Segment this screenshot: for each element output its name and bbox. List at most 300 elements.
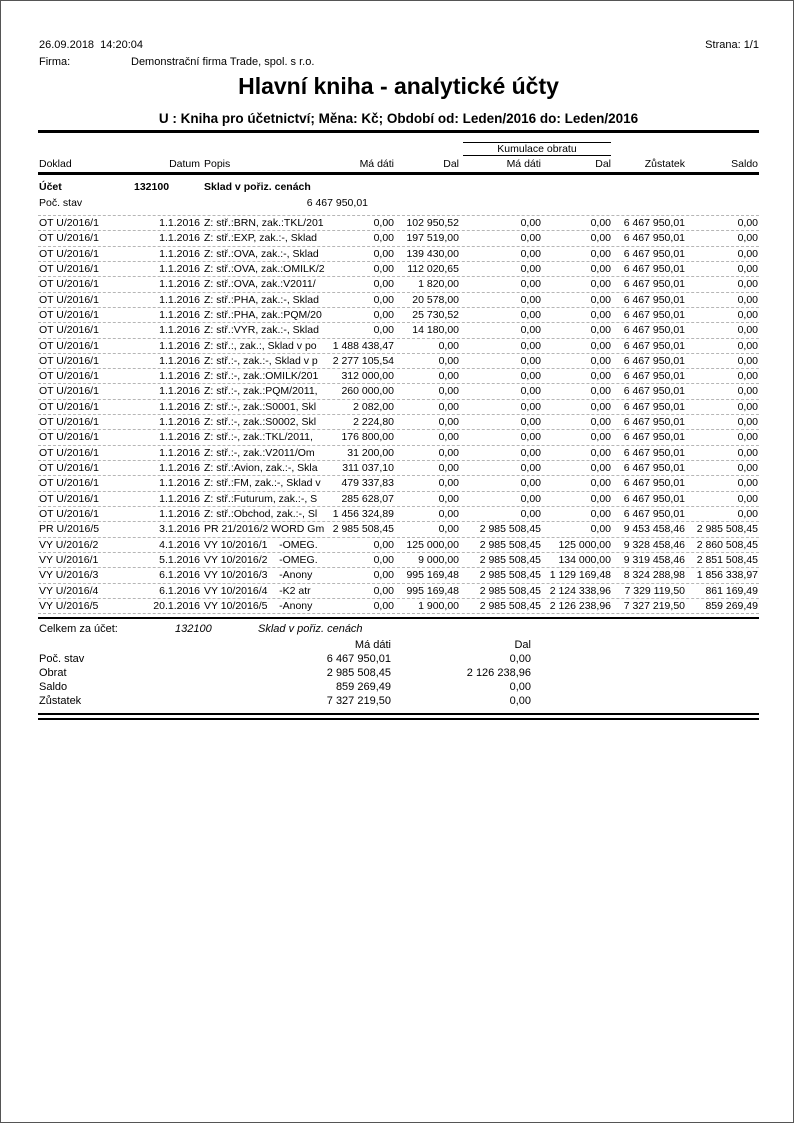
row-popis: VY 10/2016/2 -OMEG.	[204, 553, 318, 566]
row-dal: 20 578,00	[412, 293, 459, 306]
row-kum-dal: 0,00	[590, 232, 611, 245]
row-dal: 0,00	[438, 431, 459, 444]
ledger-row	[38, 293, 759, 308]
summary-row	[38, 681, 759, 695]
row-kum-dal: 0,00	[590, 354, 611, 367]
row-kum-ma-dati: 0,00	[520, 262, 541, 275]
row-ma-dati: 260 000,00	[341, 385, 394, 398]
row-popis: Z: stř.:-, zak.:TKL/2011,	[204, 431, 313, 444]
row-popis: Z: stř.:OVA, zak.:OMILK/2	[204, 262, 325, 275]
row-kum-ma-dati: 2 985 508,45	[479, 584, 541, 597]
row-kum-dal: 0,00	[590, 293, 611, 306]
row-ma-dati: 31 200,00	[347, 446, 394, 459]
row-saldo: 0,00	[737, 247, 758, 260]
row-datum: 1.1.2016	[159, 293, 200, 306]
ledger-row	[38, 568, 759, 583]
row-ma-dati: 1 456 324,89	[332, 507, 394, 520]
row-ma-dati: 0,00	[373, 538, 394, 551]
row-doklad: OT U/2016/1	[39, 262, 99, 275]
summary-col-ma-dati: Má dáti	[354, 639, 391, 651]
row-datum: 1.1.2016	[159, 416, 200, 429]
summary-label: Celkem za účet:	[39, 623, 118, 635]
summary-rows	[38, 653, 759, 709]
row-zustatek: 6 467 950,01	[623, 324, 685, 337]
ledger-row	[38, 476, 759, 491]
row-zustatek: 7 327 219,50	[623, 599, 685, 612]
row-kum-dal: 134 000,00	[558, 553, 611, 566]
row-dal: 9 000,00	[418, 553, 459, 566]
row-kum-ma-dati: 0,00	[520, 462, 541, 474]
row-doklad: VY U/2016/4	[39, 584, 99, 597]
row-datum: 1.1.2016	[159, 217, 200, 229]
row-kum-ma-dati: 0,00	[520, 492, 541, 505]
row-saldo: 2 985 508,45	[696, 523, 758, 536]
row-kum-ma-dati: 2 985 508,45	[479, 553, 541, 566]
row-dal: 0,00	[438, 416, 459, 429]
ledger-row	[38, 538, 759, 553]
summary-row-dal: 0,00	[509, 653, 531, 665]
row-doklad: VY U/2016/3	[39, 569, 99, 582]
row-ma-dati: 0,00	[373, 293, 394, 306]
row-saldo: 0,00	[737, 339, 758, 352]
report-subtitle: U : Kniha pro účetnictví; Měna: Kč; Období od: Leden/2016 do: Leden/2016	[158, 111, 639, 126]
row-ma-dati: 0,00	[373, 308, 394, 321]
row-popis: VY 10/2016/4 -K2 atr	[204, 584, 311, 597]
row-saldo: 0,00	[737, 370, 758, 383]
ledger-row	[38, 369, 759, 384]
row-dal: 0,00	[438, 446, 459, 459]
row-saldo: 0,00	[737, 431, 758, 444]
row-popis: Z: stř.:PHA, zak.:-, Sklad	[204, 293, 319, 306]
page-number: Strana: 1/1	[705, 39, 759, 51]
table-header-row	[38, 158, 759, 172]
row-saldo: 0,00	[737, 324, 758, 337]
row-popis: Z: stř.:EXP, zak.:-, Sklad	[204, 232, 318, 245]
row-kum-dal: 1 129 169,48	[549, 569, 611, 582]
row-popis: VY 10/2016/5 -Anony	[204, 599, 313, 612]
row-dal: 995 169,48	[406, 584, 459, 597]
summary-row	[38, 667, 759, 681]
row-dal: 0,00	[438, 492, 459, 505]
row-zustatek: 6 467 950,01	[623, 278, 685, 291]
row-doklad: VY U/2016/5	[39, 599, 99, 612]
row-kum-dal: 0,00	[590, 278, 611, 291]
row-popis: Z: stř.:OVA, zak.:V2011/	[204, 278, 316, 291]
row-datum: 1.1.2016	[159, 278, 200, 291]
row-ma-dati: 2 224,80	[353, 416, 394, 429]
row-ma-dati: 176 800,00	[341, 431, 394, 444]
row-popis: Z: stř.:-, zak.:OMILK/201	[204, 370, 319, 383]
account-name: Sklad v pořiz. cenách	[204, 181, 311, 193]
row-zustatek: 6 467 950,01	[623, 293, 685, 306]
ledger-row	[38, 446, 759, 461]
report-title: Hlavní kniha - analytické účty	[238, 73, 559, 99]
row-doklad: OT U/2016/1	[39, 477, 99, 490]
row-datum: 1.1.2016	[159, 262, 200, 275]
row-saldo: 0,00	[737, 262, 758, 275]
row-doklad: OT U/2016/1	[39, 431, 99, 444]
account-number: 132100	[134, 181, 170, 193]
row-datum: 6.1.2016	[159, 584, 200, 597]
row-saldo: 0,00	[737, 217, 758, 229]
row-kum-dal: 0,00	[590, 370, 611, 383]
row-zustatek: 6 467 950,01	[623, 217, 685, 229]
ledger-row	[38, 277, 759, 292]
row-zustatek: 6 467 950,01	[623, 477, 685, 490]
row-zustatek: 6 467 950,01	[623, 308, 685, 321]
row-dal: 0,00	[438, 370, 459, 383]
row-kum-ma-dati: 0,00	[520, 232, 541, 245]
row-popis: VY 10/2016/3 -Anony	[204, 569, 313, 582]
row-doklad: OT U/2016/1	[39, 324, 99, 337]
row-ma-dati: 0,00	[373, 247, 394, 260]
row-datum: 1.1.2016	[159, 324, 200, 337]
row-kum-dal: 0,00	[590, 385, 611, 398]
row-kum-dal: 0,00	[590, 339, 611, 352]
row-zustatek: 6 467 950,01	[623, 462, 685, 474]
row-saldo: 0,00	[737, 278, 758, 291]
row-ma-dati: 312 000,00	[341, 370, 394, 383]
row-ma-dati: 2 082,00	[353, 400, 394, 413]
col-zustatek: Zůstatek	[644, 158, 685, 170]
row-kum-ma-dati: 2 985 508,45	[479, 523, 541, 536]
row-popis: Z: stř.:-, zak.:PQM/2011,	[204, 385, 318, 398]
row-doklad: OT U/2016/1	[39, 339, 99, 352]
row-zustatek: 6 467 950,01	[623, 446, 685, 459]
row-dal: 25 730,52	[412, 308, 459, 321]
row-ma-dati: 0,00	[373, 553, 394, 566]
row-zustatek: 6 467 950,01	[623, 416, 685, 429]
row-popis: VY 10/2016/1 -OMEG.	[204, 538, 318, 551]
row-doklad: OT U/2016/1	[39, 370, 99, 383]
row-datum: 1.1.2016	[159, 477, 200, 490]
row-datum: 1.1.2016	[159, 385, 200, 398]
row-doklad: OT U/2016/1	[39, 507, 99, 520]
ledger-row	[38, 247, 759, 262]
row-kum-dal: 0,00	[590, 217, 611, 229]
row-doklad: OT U/2016/1	[39, 462, 99, 474]
ledger-row	[38, 553, 759, 568]
row-doklad: OT U/2016/1	[39, 354, 99, 367]
row-saldo: 2 851 508,45	[696, 553, 758, 566]
row-ma-dati: 0,00	[373, 324, 394, 337]
summary-row-ma-dati: 2 985 508,45	[326, 667, 391, 679]
row-datum: 20.1.2016	[153, 599, 200, 612]
row-doklad: OT U/2016/1	[39, 416, 99, 429]
row-kum-ma-dati: 0,00	[520, 400, 541, 413]
row-kum-ma-dati: 0,00	[520, 247, 541, 260]
row-kum-dal: 0,00	[590, 477, 611, 490]
print-datetime: 26.09.2018 14:20:04	[39, 39, 143, 51]
row-datum: 1.1.2016	[159, 308, 200, 321]
row-zustatek: 9 453 458,46	[623, 523, 685, 536]
row-datum: 1.1.2016	[159, 462, 200, 474]
row-datum: 1.1.2016	[159, 370, 200, 383]
summary-row-dal: 0,00	[509, 681, 531, 693]
top-rule	[38, 130, 759, 133]
row-dal: 0,00	[438, 385, 459, 398]
row-zustatek: 6 467 950,01	[623, 385, 685, 398]
row-ma-dati: 0,00	[373, 569, 394, 582]
row-doklad: OT U/2016/1	[39, 217, 99, 229]
row-popis: Z: stř.:FM, zak.:-, Sklad v	[204, 477, 321, 490]
opening-balance-row	[38, 197, 759, 211]
row-doklad: PR U/2016/5	[39, 523, 100, 536]
row-kum-ma-dati: 0,00	[520, 278, 541, 291]
row-datum: 1.1.2016	[159, 247, 200, 260]
row-kum-dal: 0,00	[590, 492, 611, 505]
bottom-double-rule-2	[38, 718, 759, 720]
row-saldo: 2 860 508,45	[696, 538, 758, 551]
firma-label: Firma:	[39, 56, 71, 68]
row-kum-ma-dati: 0,00	[520, 477, 541, 490]
ledger-row	[38, 400, 759, 415]
row-saldo: 0,00	[737, 232, 758, 245]
row-ma-dati: 1 488 438,47	[332, 339, 394, 352]
opening-balance-label: Poč. stav	[39, 197, 83, 209]
row-ma-dati: 0,00	[373, 217, 394, 229]
row-dal: 14 180,00	[412, 324, 459, 337]
row-doklad: OT U/2016/1	[39, 247, 99, 260]
row-ma-dati: 311 037,10	[342, 462, 394, 474]
row-popis: Z: stř.:BRN, zak.:TKL/201	[204, 217, 324, 229]
row-kum-ma-dati: 0,00	[520, 293, 541, 306]
ledger-row	[38, 584, 759, 599]
summary-row-ma-dati: 6 467 950,01	[326, 653, 391, 665]
summary-row-label: Saldo	[39, 681, 68, 693]
summary-title-row	[38, 623, 759, 637]
row-kum-dal: 0,00	[590, 416, 611, 429]
row-datum: 1.1.2016	[159, 431, 200, 444]
row-saldo: 0,00	[737, 400, 758, 413]
summary-account-name: Sklad v pořiz. cenách	[258, 623, 363, 635]
row-ma-dati: 285 628,07	[341, 492, 394, 505]
row-saldo: 0,00	[737, 293, 758, 306]
row-dal: 0,00	[438, 523, 459, 536]
row-dal: 0,00	[438, 339, 459, 352]
row-popis: PR 21/2016/2 WORD Gm	[204, 523, 325, 536]
col-saldo: Saldo	[731, 158, 758, 170]
row-ma-dati: 0,00	[373, 278, 394, 291]
row-kum-dal: 2 124 338,96	[549, 584, 611, 597]
row-zustatek: 6 467 950,01	[623, 400, 685, 413]
ledger-row	[38, 339, 759, 354]
row-kum-dal: 0,00	[590, 462, 611, 474]
ledger-row	[38, 492, 759, 507]
row-doklad: OT U/2016/1	[39, 492, 99, 505]
row-dal: 1 900,00	[418, 599, 459, 612]
row-saldo: 859 269,49	[705, 599, 758, 612]
row-saldo: 0,00	[737, 354, 758, 367]
row-kum-ma-dati: 0,00	[520, 431, 541, 444]
row-popis: Z: stř.:, zak.:, Sklad v po	[204, 339, 317, 352]
ledger-row	[38, 308, 759, 323]
row-kum-dal: 2 126 238,96	[549, 599, 611, 612]
summary-row-label: Obrat	[39, 667, 67, 679]
row-popis: Z: stř.:PHA, zak.:PQM/20	[204, 308, 322, 321]
row-kum-ma-dati: 0,00	[520, 416, 541, 429]
row-saldo: 0,00	[737, 385, 758, 398]
report-content	[38, 1, 759, 1123]
row-zustatek: 6 467 950,01	[623, 507, 685, 520]
row-zustatek: 8 324 288,98	[623, 569, 685, 582]
ledger-row	[38, 231, 759, 246]
col-popis: Popis	[204, 158, 231, 170]
row-saldo: 0,00	[737, 492, 758, 505]
row-doklad: OT U/2016/1	[39, 278, 99, 291]
row-popis: Z: stř.:-, zak.:V2011/Om	[204, 446, 315, 459]
row-saldo: 1 856 338,97	[696, 569, 758, 582]
col-datum: Datum	[169, 158, 200, 170]
row-kum-ma-dati: 0,00	[520, 446, 541, 459]
ledger-row	[38, 507, 759, 522]
row-kum-dal: 0,00	[590, 400, 611, 413]
row-ma-dati: 0,00	[373, 232, 394, 245]
row-dal: 0,00	[438, 462, 459, 474]
row-kum-dal: 0,00	[590, 446, 611, 459]
row-zustatek: 6 467 950,01	[623, 339, 685, 352]
row-datum: 6.1.2016	[159, 569, 200, 582]
row-zustatek: 6 467 950,01	[623, 262, 685, 275]
row-popis: Z: stř.:Avion, zak.:-, Skla	[204, 462, 318, 474]
row-doklad: OT U/2016/1	[39, 293, 99, 306]
row-kum-ma-dati: 0,00	[520, 354, 541, 367]
account-label: Účet	[39, 181, 62, 193]
row-popis: Z: stř.:Futurum, zak.:-, S	[204, 492, 318, 505]
row-zustatek: 6 467 950,01	[623, 431, 685, 444]
row-kum-ma-dati: 0,00	[520, 308, 541, 321]
summary-row	[38, 653, 759, 667]
summary-row-label: Poč. stav	[39, 653, 85, 665]
row-kum-ma-dati: 2 985 508,45	[479, 538, 541, 551]
summary-row-ma-dati: 859 269,49	[335, 681, 391, 693]
row-kum-ma-dati: 2 985 508,45	[479, 569, 541, 582]
row-kum-ma-dati: 0,00	[520, 385, 541, 398]
ledger-row	[38, 461, 759, 476]
row-doklad: OT U/2016/1	[39, 232, 99, 245]
summary-row-ma-dati: 7 327 219,50	[326, 695, 391, 707]
row-dal: 102 950,52	[406, 217, 459, 229]
row-dal: 0,00	[438, 477, 459, 490]
summary-row-label: Zůstatek	[39, 695, 82, 707]
row-dal: 0,00	[438, 507, 459, 520]
ledger-row	[38, 354, 759, 369]
row-kum-dal: 125 000,00	[558, 538, 611, 551]
row-dal: 125 000,00	[406, 538, 459, 551]
row-doklad: OT U/2016/1	[39, 308, 99, 321]
row-saldo: 0,00	[737, 507, 758, 520]
row-datum: 1.1.2016	[159, 354, 200, 367]
row-saldo: 0,00	[737, 308, 758, 321]
row-dal: 0,00	[438, 354, 459, 367]
row-doklad: VY U/2016/1	[39, 553, 99, 566]
row-kum-ma-dati: 0,00	[520, 217, 541, 229]
row-doklad: OT U/2016/1	[39, 400, 99, 413]
row-datum: 1.1.2016	[159, 400, 200, 413]
row-datum: 4.1.2016	[159, 538, 200, 551]
col-kum-ma-dati: Má dáti	[506, 158, 541, 170]
row-dal: 112 020,65	[407, 262, 459, 275]
row-kum-dal: 0,00	[590, 507, 611, 520]
row-zustatek: 7 329 119,50	[624, 584, 685, 597]
row-datum: 1.1.2016	[159, 507, 200, 520]
row-kum-ma-dati: 0,00	[520, 507, 541, 520]
row-kum-dal: 0,00	[590, 262, 611, 275]
row-zustatek: 6 467 950,01	[623, 492, 685, 505]
row-zustatek: 6 467 950,01	[623, 370, 685, 383]
row-ma-dati: 479 337,83	[341, 477, 394, 490]
opening-balance-value: 6 467 950,01	[306, 197, 368, 209]
summary-row	[38, 695, 759, 709]
row-saldo: 0,00	[737, 446, 758, 459]
row-ma-dati: 2 985 508,45	[332, 523, 394, 536]
row-ma-dati: 0,00	[373, 584, 394, 597]
row-popis: Z: stř.:Obchod, zak.:-, Sl	[204, 507, 318, 520]
summary-row-dal: 2 126 238,96	[466, 667, 531, 679]
col-doklad: Doklad	[39, 158, 72, 170]
bottom-double-rule-1	[38, 713, 759, 715]
ledger-row	[38, 216, 759, 231]
row-zustatek: 6 467 950,01	[623, 232, 685, 245]
row-doklad: OT U/2016/1	[39, 446, 99, 459]
ledger-row	[38, 599, 759, 614]
row-dal: 139 430,00	[406, 247, 459, 260]
row-kum-dal: 0,00	[590, 247, 611, 260]
ledger-row	[38, 323, 759, 338]
row-kum-ma-dati: 0,00	[520, 324, 541, 337]
col-kum-dal: Dal	[595, 158, 611, 170]
row-saldo: 0,00	[737, 416, 758, 429]
account-row	[38, 181, 759, 195]
ledger-row	[38, 430, 759, 445]
row-zustatek: 9 319 458,46	[623, 553, 685, 566]
row-kum-ma-dati: 0,00	[520, 339, 541, 352]
summary-row-dal: 0,00	[509, 695, 531, 707]
ledger-row	[38, 262, 759, 277]
table-end-rule	[38, 617, 759, 619]
row-zustatek: 6 467 950,01	[623, 354, 685, 367]
row-dal: 1 820,00	[418, 278, 459, 291]
row-popis: Z: stř.:VYR, zak.:-, Sklad	[204, 324, 319, 337]
kumulace-header: Kumulace obratu	[497, 143, 577, 155]
ledger-row	[38, 522, 759, 537]
row-saldo: 861 169,49	[705, 584, 758, 597]
row-datum: 3.1.2016	[159, 523, 200, 536]
ledger-rows	[38, 215, 759, 614]
header-rule	[38, 172, 759, 175]
row-kum-dal: 0,00	[590, 431, 611, 444]
row-ma-dati: 0,00	[373, 262, 394, 275]
col-dal: Dal	[443, 158, 459, 170]
row-kum-ma-dati: 2 985 508,45	[479, 599, 541, 612]
row-kum-dal: 0,00	[590, 308, 611, 321]
kumulace-underline	[463, 155, 611, 156]
summary-account-number: 132100	[175, 623, 212, 635]
ledger-row	[38, 415, 759, 430]
row-datum: 5.1.2016	[159, 553, 200, 566]
row-saldo: 0,00	[737, 477, 758, 490]
company-name: Demonstrační firma Trade, spol. s r.o.	[131, 56, 315, 68]
row-dal: 197 519,00	[406, 232, 459, 245]
ledger-row	[38, 384, 759, 399]
row-popis: Z: stř.:OVA, zak.:-, Sklad	[204, 247, 319, 260]
col-ma-dati: Má dáti	[359, 158, 394, 170]
row-kum-dal: 0,00	[590, 523, 611, 536]
row-ma-dati: 2 277 105,54	[332, 354, 394, 367]
row-kum-ma-dati: 0,00	[520, 370, 541, 383]
row-zustatek: 6 467 950,01	[623, 247, 685, 260]
row-saldo: 0,00	[737, 462, 758, 474]
